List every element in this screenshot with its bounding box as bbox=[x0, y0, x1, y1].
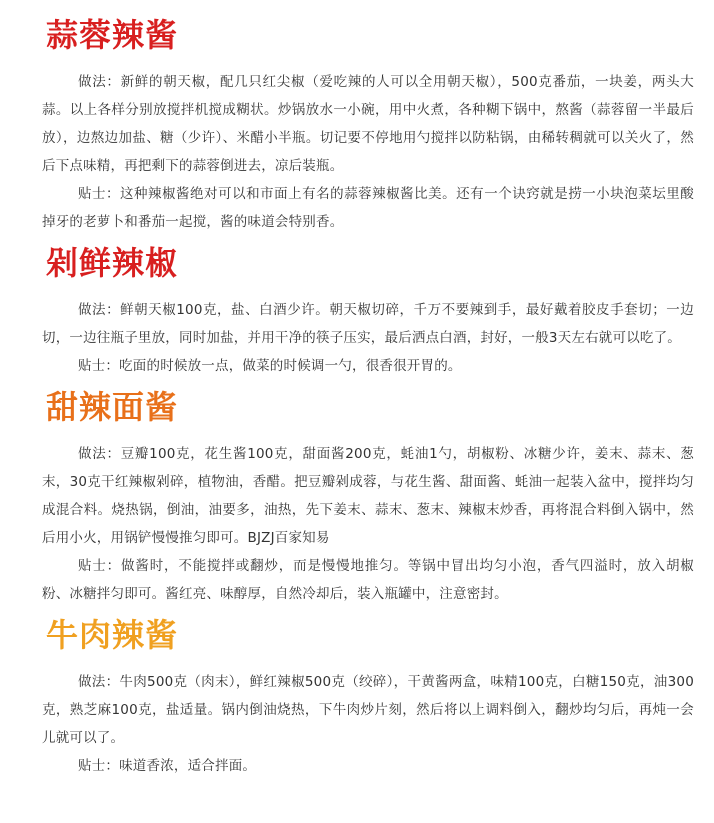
tip-paragraph: 贴士：这种辣椒酱绝对可以和市面上有名的蒜蓉辣椒酱比美。还有一个诀窍就是捞一小块泡菜坛里酸掉牙的老萝卜和番茄一起搅，酱的味道会特别香。 bbox=[42, 186, 694, 230]
method-paragraph: 做法：牛肉500克（肉末），鲜红辣椒500克（绞碎），干黄酱两盒，味精100克，白糖150克，油300克，熟芝麻100克，盐适量。锅内倒油烧热，下牛肉炒片刻，然后将以上调料倒入，翻炒均匀后，再炖一会儿就可以了。 bbox=[42, 674, 694, 746]
method-paragraph: 做法：豆瓣100克，花生酱100克，甜面酱200克，蚝油1勺，胡椒粉、冰糖少许，姜末、蒜末、葱末，30克干红辣椒剁碎，植物油，香醋。把豆瓣剁成蓉，与花生酱、甜面酱、蚝油一起装入盆中，搅拌均匀成混合料。烧热锅，倒油，油要多，油热，先下姜末、蒜末、葱末、辣椒末炒香，再将混合料倒入锅中，然后用小火，用锅铲慢慢推匀即可。BJZJ百家知易 bbox=[42, 446, 694, 546]
section-sweet-spicy-noodle-sauce bbox=[42, 382, 694, 608]
section-title: 牛肉辣酱 bbox=[46, 616, 179, 654]
tip-paragraph: 贴士：吃面的时候放一点，做菜的时候调一勺，很香很开胃的。 bbox=[78, 358, 462, 374]
section-title: 蒜蓉辣酱 bbox=[46, 16, 179, 54]
tip-paragraph: 贴士：味道香浓，适合拌面。 bbox=[78, 758, 257, 774]
section-garlic-chili-sauce bbox=[42, 10, 694, 236]
tip-paragraph: 贴士：做酱时，不能搅拌或翻炒，而是慢慢地推匀。等锅中冒出均匀小泡，香气四溢时，放入胡椒粉、冰糖拌匀即可。酱红亮、味醇厚，自然冷却后，装入瓶罐中，注意密封。 bbox=[42, 558, 694, 602]
section-title: 剁鲜辣椒 bbox=[46, 244, 179, 282]
section-chopped-fresh-chili bbox=[42, 238, 694, 380]
section-beef-chili-sauce bbox=[42, 610, 694, 780]
section-title: 甜辣面酱 bbox=[46, 388, 179, 426]
method-paragraph: 做法：新鲜的朝天椒，配几只红尖椒（爱吃辣的人可以全用朝天椒），500克番茄，一块姜，两头大蒜。以上各样分别放搅拌机搅成糊状。炒锅放水一小碗，用中火煮，各种糊下锅中，熬酱（蒜蓉留一半最后放），边熬边加盐、糖（少许）、米醋小半瓶。切记要不停地用勺搅拌以防粘锅，由稀转稠就可以关火了，然后下点味精，再把剩下的蒜蓉倒进去，凉后装瓶。 bbox=[42, 74, 694, 174]
method-paragraph: 做法：鲜朝天椒100克，盐、白酒少许。朝天椒切碎，千万不要辣到手，最好戴着胶皮手套切；一边切，一边往瓶子里放，同时加盐，并用干净的筷子压实，最后洒点白酒，封好，一般3天左右就可以吃了。 bbox=[42, 302, 694, 346]
